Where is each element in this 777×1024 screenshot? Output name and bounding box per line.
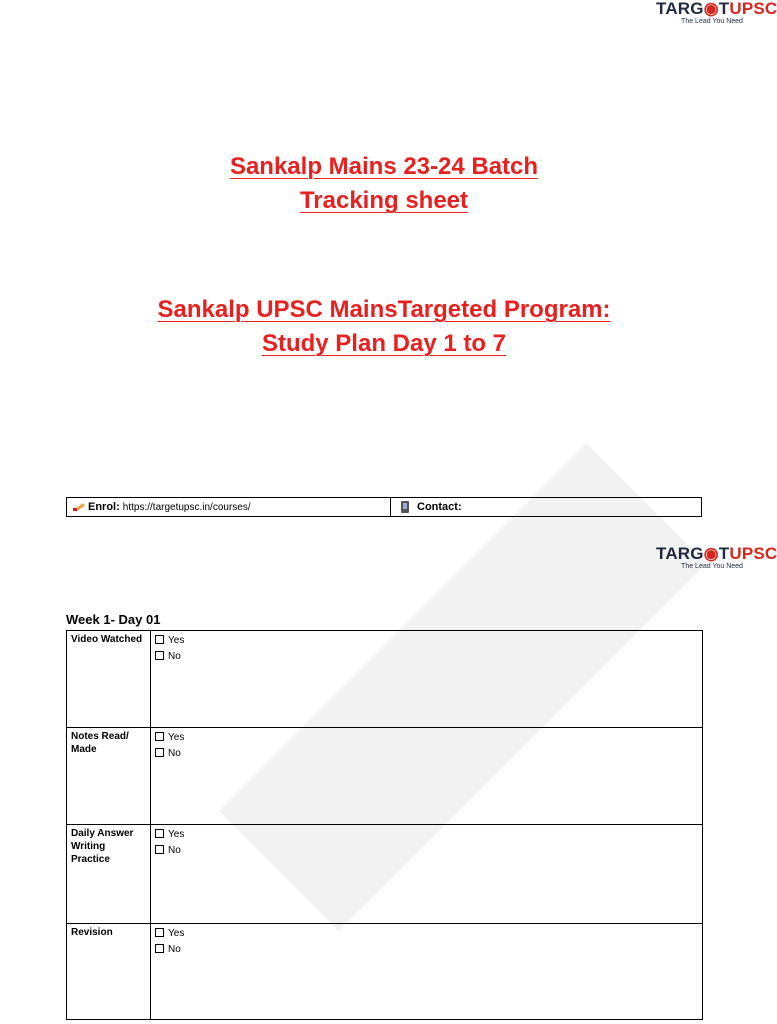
yes-checkbox[interactable]: Yes: [155, 926, 698, 942]
yes-checkbox[interactable]: Yes: [155, 633, 698, 649]
row-label: Video Watched: [67, 631, 151, 728]
checkbox-icon[interactable]: [155, 748, 164, 757]
checkbox-icon[interactable]: [155, 944, 164, 953]
enrol-label: Enrol:: [88, 501, 120, 513]
row-label: Notes Read/ Made: [67, 728, 151, 825]
table-row: [67, 631, 703, 728]
phone-icon: [401, 501, 409, 513]
logo-tagline: The Lead You Need: [681, 563, 743, 570]
checkbox-icon[interactable]: [155, 928, 164, 937]
row-options: [151, 631, 703, 728]
row-label: Revision: [67, 924, 151, 1020]
program-title-line2: Study Plan Day 1 to 7: [261, 330, 507, 357]
checkbox-icon[interactable]: [155, 635, 164, 644]
table-row: [67, 825, 703, 924]
enrol-link[interactable]: https://targetupsc.in/courses/: [122, 501, 251, 513]
sheet-title: [0, 150, 768, 218]
row-options: [151, 825, 703, 924]
no-checkbox[interactable]: No: [155, 746, 698, 762]
checkbox-icon[interactable]: [155, 829, 164, 838]
program-title-line1: Sankalp UPSC MainsTargeted Program:: [157, 296, 611, 323]
logo-tagline: The Lead You Need: [681, 18, 743, 25]
enrol-contact-bar: [66, 497, 702, 517]
table-row: [67, 728, 703, 825]
logo-brand: TARG◉TUPSC: [656, 544, 777, 563]
yes-checkbox[interactable]: Yes: [155, 730, 698, 746]
row-options: [151, 728, 703, 825]
week-day-heading: Week 1- Day 01: [66, 612, 161, 627]
sheet-title-line1: Sankalp Mains 23-24 Batch: [229, 153, 539, 180]
logo-brand: TARG◉TUPSC: [656, 0, 777, 18]
sheet-title-line2: Tracking sheet: [299, 187, 469, 214]
enrol-cell: [67, 498, 391, 516]
checkbox-icon[interactable]: [155, 845, 164, 854]
logo-second: [656, 544, 777, 570]
row-label: Daily Answer Writing Practice: [67, 825, 151, 924]
pencil-icon: [73, 502, 85, 513]
no-checkbox[interactable]: No: [155, 843, 698, 859]
contact-cell: [391, 498, 701, 516]
tracking-table: [66, 630, 703, 1020]
program-title: [0, 293, 768, 361]
table-row: [67, 924, 703, 1020]
no-checkbox[interactable]: No: [155, 942, 698, 958]
checkbox-icon[interactable]: [155, 732, 164, 741]
no-checkbox[interactable]: No: [155, 649, 698, 665]
yes-checkbox[interactable]: Yes: [155, 827, 698, 843]
contact-label: Contact:: [417, 501, 462, 513]
logo-top: [656, 0, 777, 25]
row-options: [151, 924, 703, 1020]
checkbox-icon[interactable]: [155, 651, 164, 660]
